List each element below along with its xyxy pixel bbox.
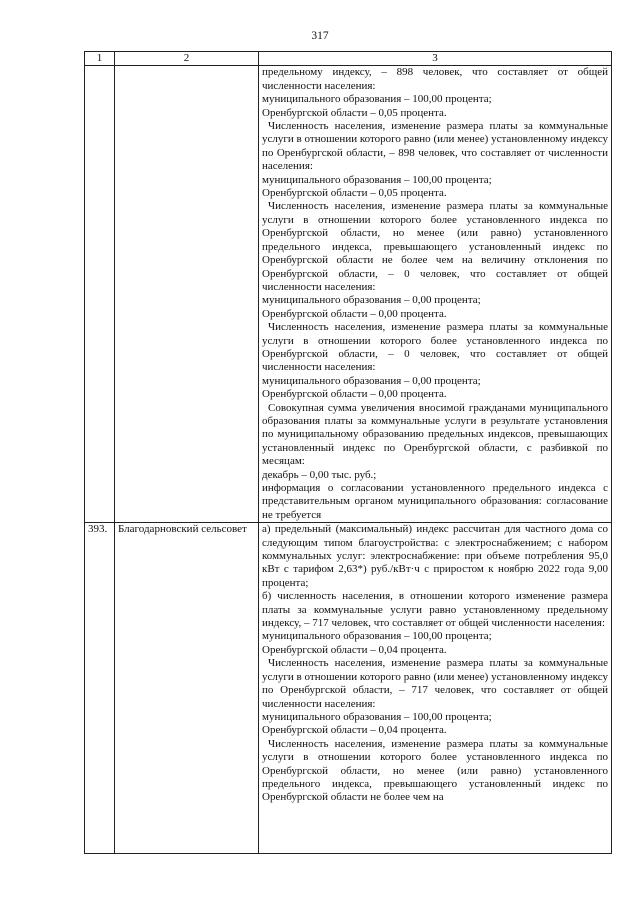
text-paragraph: муниципального образования – 0,00 процента; (262, 374, 481, 387)
text-paragraph: муниципального образования – 100,00 процента; (262, 710, 492, 723)
text-paragraph: Оренбургской области – 0,00 процента. (262, 388, 447, 401)
text-paragraph: предельному индексу, – 898 человек, что составляет от общей численности населения: (262, 66, 608, 92)
text-paragraph: Численность населения, изменение размера платы за коммунальные услуги в отношении которого более установленного индекса по Оренбургской области, но менее (или равно) установленного предельного индекса, превышающего установленный индекс по Оренбургской области не более чем на величину отклонения по Оренбургской области, – 0 человек, что составляет от общей численности населения: (262, 200, 608, 293)
text-paragraph: муниципального образования – 100,00 процента; (262, 173, 492, 186)
text-paragraph: муниципального образования – 100,00 процента; (262, 630, 492, 643)
text-paragraph: Оренбургской области – 0,04 процента. (262, 643, 447, 656)
text-paragraph: муниципального образования – 100,00 процента; (262, 93, 492, 106)
column-header-2: 2 (115, 52, 259, 66)
municipality-name: Благодарновский сельсовет (115, 523, 259, 854)
text-paragraph: Численность населения, изменение размера платы за коммунальные услуги в отношении которого более установленного индекса по Оренбургской области, – 0 человек, что составляет от общей численности населения: (262, 321, 608, 374)
page-number: 317 (311, 30, 329, 42)
column-header-1: 1 (85, 52, 115, 66)
column-header-3: 3 (259, 52, 612, 66)
text-paragraph: а) предельный (максимальный) индекс рассчитан для частного дома со следующим типом благоустройства: с электроснабжением; с набором коммунальных услуг: электроснабжение: при объеме потребления 95,0 кВт с тарифом 2,63*) руб./кВт·ч с приростом к ноябрю 2022 года 9,00 процента; (262, 523, 608, 589)
text-paragraph: Оренбургской области – 0,04 процента. (262, 724, 447, 737)
row-details (259, 523, 612, 854)
text-paragraph: Численность населения, изменение размера платы за коммунальные услуги в отношении которого равно (или менее) установленному индексу по Оренбургской области, – 717 человек, что составляет от общей численности населения: (262, 657, 608, 710)
row-number: 393. (85, 523, 115, 854)
text-paragraph: Оренбургской области – 0,05 процента. (262, 106, 447, 119)
text-paragraph: информация о согласовании установленного предельного индекса с представительным органом муниципального образования: согласование не требуется (262, 482, 608, 521)
municipality-name (115, 66, 259, 523)
text-paragraph: Численность населения, изменение размера платы за коммунальные услуги в отношении которого равно (или менее) установленному индексу по Оренбургской области, – 898 человек, что составляет от численности населения: (262, 120, 608, 173)
row-details-text (262, 523, 608, 805)
text-paragraph: Оренбургской области – 0,00 процента. (262, 307, 447, 320)
table-row (85, 66, 612, 523)
table-header-row (85, 52, 612, 66)
document-table (84, 51, 612, 854)
text-paragraph: декабрь – 0,00 тыс. руб.; (262, 468, 377, 481)
text-paragraph: б) численность населения, в отношении которого изменение размера платы за коммунальные услуги равно установленному предельному индексу, – 717 человек, что составляет от общей численности населения: (262, 590, 608, 630)
table-row (85, 523, 612, 854)
text-paragraph: Оренбургской области – 0,05 процента. (262, 187, 447, 200)
row-number (85, 66, 115, 523)
text-paragraph: муниципального образования – 0,00 процента; (262, 294, 481, 307)
row-details-text (262, 66, 608, 522)
text-paragraph: Численность населения, изменение размера платы за коммунальные услуги в отношении которого более установленного индекса по Оренбургской области, но менее (или равно) установленного предельного индекса, превышающего установленный индекс по Оренбургской области не более чем на (262, 737, 608, 804)
row-details (259, 66, 612, 523)
text-paragraph: Совокупная сумма увеличения вносимой гражданами муниципального образования платы за коммунальные услуги в результате установления по муниципальному образованию предельных индексов, превышающих установленный индекс по Оренбургской области, с разбивкой по месяцам: (262, 401, 608, 468)
